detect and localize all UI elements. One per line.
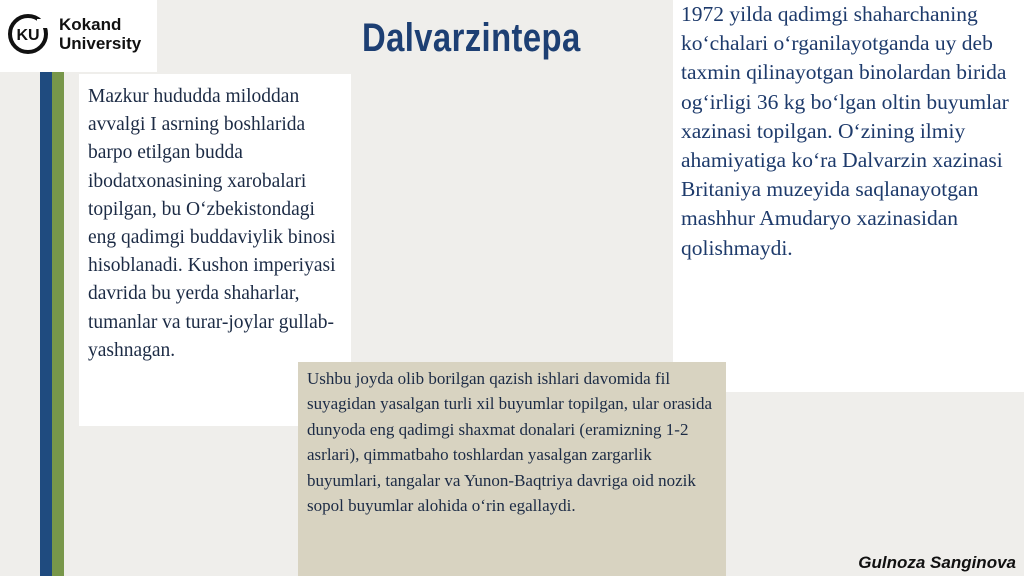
logo-line-2: University xyxy=(59,34,142,53)
logo-wordmark xyxy=(59,15,155,53)
bottom-paragraph: Ushbu joyda olib borilgan qazish ishlari davomida fil suyagidan yasalgan turli xil buyumlar topilgan, ular orasida dunyoda eng qadimgi shaxmat donalari (eramizning 1-2 asrlari), qimmatbaho toshlardan yasalgan zargarlik buyumlari, tangalar va Yunon-Baqtriya davriga oid nozik sopol buyumlar alohida o‘rin egallaydi. xyxy=(307,369,713,516)
slide-title: Dalvarzintepa xyxy=(362,16,581,60)
bottom-text-box xyxy=(298,362,726,576)
university-logo xyxy=(0,0,157,72)
left-paragraph: Mazkur hududda miloddan avvalgi I asrning boshlarida barpo etilgan budda ibodatxonasining xarobalari topilgan, bu O‘zbekistondagi eng qadimgi buddaviylik binosi hisoblanadi. Kushon imperiyasi davrida bu yerda shaharlar, tumanlar va turar-joylar gullab-yashnagan. xyxy=(88,86,336,361)
accent-bar-blue xyxy=(40,72,52,576)
logo-mark-text: KU xyxy=(16,27,40,44)
right-paragraph: 1972 yilda qadimgi shaharchaning ko‘chalari o‘rganilayotganda uy deb taxmin qilinayotgan binolardan birida og‘irligi 36 kg bo‘lgan oltin buyumlar xazinasi topilgan. O‘zining ilmiy ahamiyatiga ko‘ra Dalvarzin xazinasi Britaniya muzeyida saqlanayotgan mashhur Amudaryo xazinasidan qolishmaydi. xyxy=(681,2,1009,260)
author-name: Gulnoza Sanginova xyxy=(858,553,1016,572)
accent-bar-green xyxy=(52,72,64,576)
logo-line-1: Kokand xyxy=(59,15,122,34)
ku-logo-icon xyxy=(7,13,49,55)
right-text-box xyxy=(673,0,1024,392)
